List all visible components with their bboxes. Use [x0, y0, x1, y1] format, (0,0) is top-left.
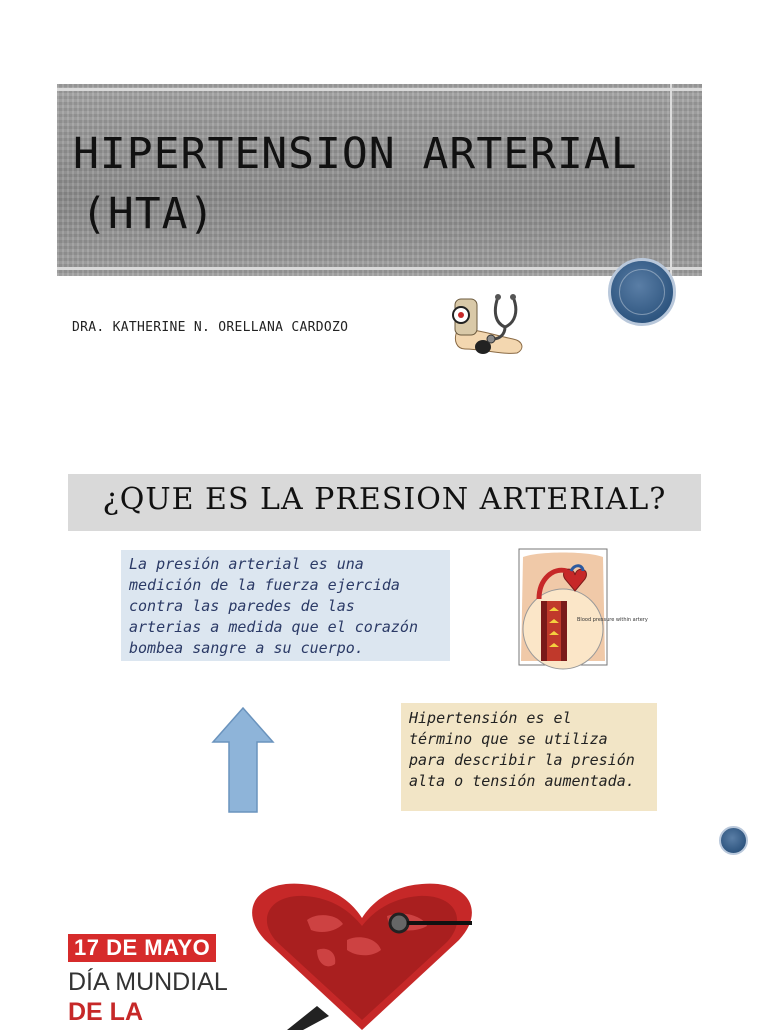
- heart-artery-illustration: [519, 549, 648, 665]
- up-arrow-icon: [211, 706, 275, 814]
- definition-line: contra las paredes de las: [129, 597, 355, 615]
- hta-line: para describir la presión: [409, 751, 635, 769]
- definition-textbox: [121, 550, 450, 661]
- banner-line2: DE LA: [68, 998, 143, 1026]
- author-name: DRA. KATHERINE N. ORELLANA CARDOZO: [72, 320, 349, 335]
- banner-bottom-stripe: [57, 267, 702, 270]
- world-hypertension-day-banner: [57, 878, 477, 1024]
- banner-top-stripe: [57, 88, 702, 91]
- slide-subtitle: ¿QUE ES LA PRESION ARTERIAL?: [102, 482, 667, 517]
- banner-divider: [670, 84, 672, 276]
- slide-title-line1: HIPERTENSION ARTERIAL: [73, 129, 638, 179]
- world-heart-icon: [247, 880, 477, 1030]
- definition-line: medición de la fuerza ejercida: [129, 576, 400, 594]
- decorative-circle: [608, 258, 676, 326]
- hta-definition-textbox: [401, 703, 657, 811]
- definition-line: La presión arterial es una: [129, 555, 364, 573]
- blood-pressure-monitor-image: [443, 291, 527, 361]
- decorative-circle-small: [719, 826, 748, 855]
- banner-line1: DÍA MUNDIAL: [68, 968, 228, 996]
- definition-line: bombea sangre a su cuerpo.: [129, 639, 364, 657]
- definition-line: arterias a medida que el corazón: [129, 618, 418, 636]
- hta-line: término que se utiliza: [409, 730, 608, 748]
- figure-caption: Blood pressure within artery: [577, 617, 648, 623]
- slide-title-line2: (HTA): [81, 189, 216, 239]
- date-badge: 17 DE MAYO: [68, 934, 216, 962]
- hta-line: Hipertensión es el: [409, 709, 572, 727]
- title-banner: [57, 84, 702, 276]
- subtitle-band: [68, 474, 701, 531]
- hta-line: alta o tensión aumentada.: [409, 772, 635, 790]
